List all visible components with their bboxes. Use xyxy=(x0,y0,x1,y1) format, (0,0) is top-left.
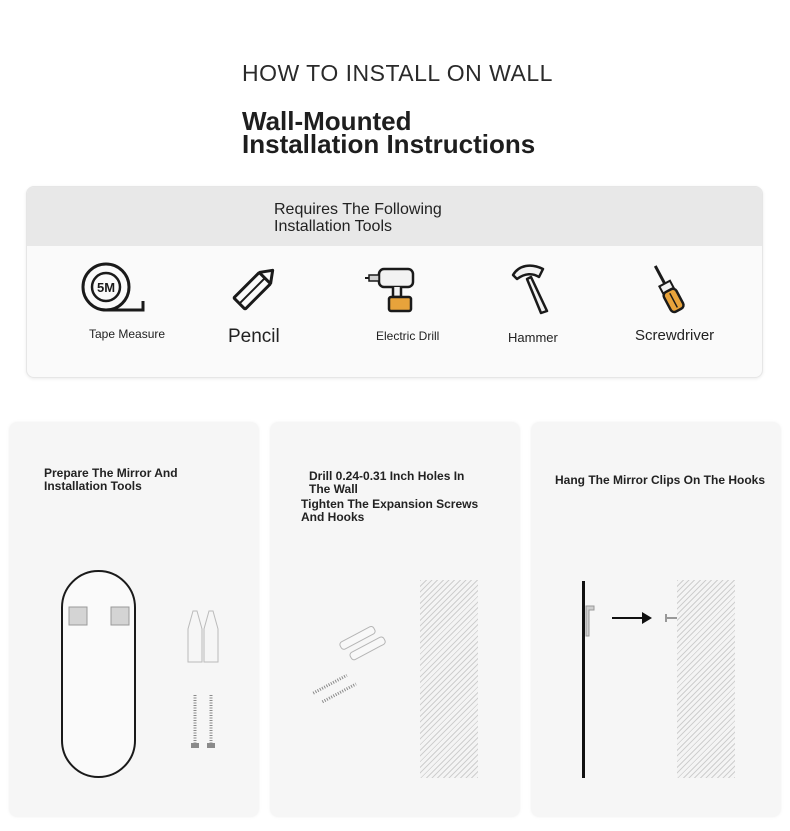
tool-pencil xyxy=(229,263,281,313)
step-2-text-b xyxy=(301,498,478,524)
tool-tape-measure xyxy=(81,261,149,313)
step-card-2 xyxy=(270,422,520,817)
wall-hook-icon xyxy=(665,613,677,623)
arrow-right-icon xyxy=(612,611,654,625)
tool-label-tape-measure: Tape Measure xyxy=(89,327,166,341)
tools-heading-band xyxy=(27,187,762,246)
tool-label-hammer: Hammer xyxy=(508,330,558,345)
tape-measure-mark: 5M xyxy=(96,280,116,295)
step-1-text xyxy=(44,467,178,493)
title-line-2: Installation Instructions xyxy=(242,129,536,159)
step-1-line-2: Installation Tools xyxy=(44,479,142,493)
title-line-1: Wall-Mounted xyxy=(242,106,412,136)
tool-label-electric-drill: Electric Drill xyxy=(376,329,440,343)
step-1-line-1: Prepare The Mirror And xyxy=(44,466,178,480)
step-2-line-3: Tighten The Expansion Screws xyxy=(301,497,479,511)
tools-heading-line-2: Installation Tools xyxy=(274,218,392,235)
tools-heading xyxy=(274,201,442,235)
wall-illustration-3 xyxy=(677,580,735,778)
step-card-1 xyxy=(9,422,259,817)
wall-illustration-2 xyxy=(420,580,478,778)
tools-heading-line-1: Requires The Following xyxy=(274,201,442,218)
step-2-line-2: The Wall xyxy=(309,482,358,496)
step-2-text-a xyxy=(309,470,464,496)
mirror-illustration xyxy=(9,567,249,797)
step-2-line-4: And Hooks xyxy=(301,510,365,524)
tool-electric-drill xyxy=(365,263,419,313)
electric-drill-icon xyxy=(365,263,419,313)
tool-screwdriver xyxy=(647,261,687,315)
screwdriver-icon xyxy=(647,261,687,315)
screws-illustration xyxy=(300,618,410,708)
step-3-line-1: Hang The Mirror Clips On The Hooks xyxy=(555,473,766,487)
step-card-3 xyxy=(531,422,781,817)
step-2-line-1: Drill 0.24-0.31 Inch Holes In xyxy=(309,469,465,483)
step-3-text xyxy=(555,474,765,487)
tool-hammer xyxy=(509,261,553,315)
pencil-icon xyxy=(229,263,281,313)
install-subtitle: HOW TO INSTALL ON WALL xyxy=(242,60,553,86)
tool-label-pencil: Pencil xyxy=(228,326,280,347)
install-title xyxy=(242,106,536,159)
tape-measure-icon xyxy=(81,261,149,313)
tool-label-screwdriver: Screwdriver xyxy=(635,327,715,344)
mirror-clip-icon xyxy=(585,604,597,638)
hammer-icon xyxy=(509,261,553,315)
tools-card xyxy=(26,186,763,378)
